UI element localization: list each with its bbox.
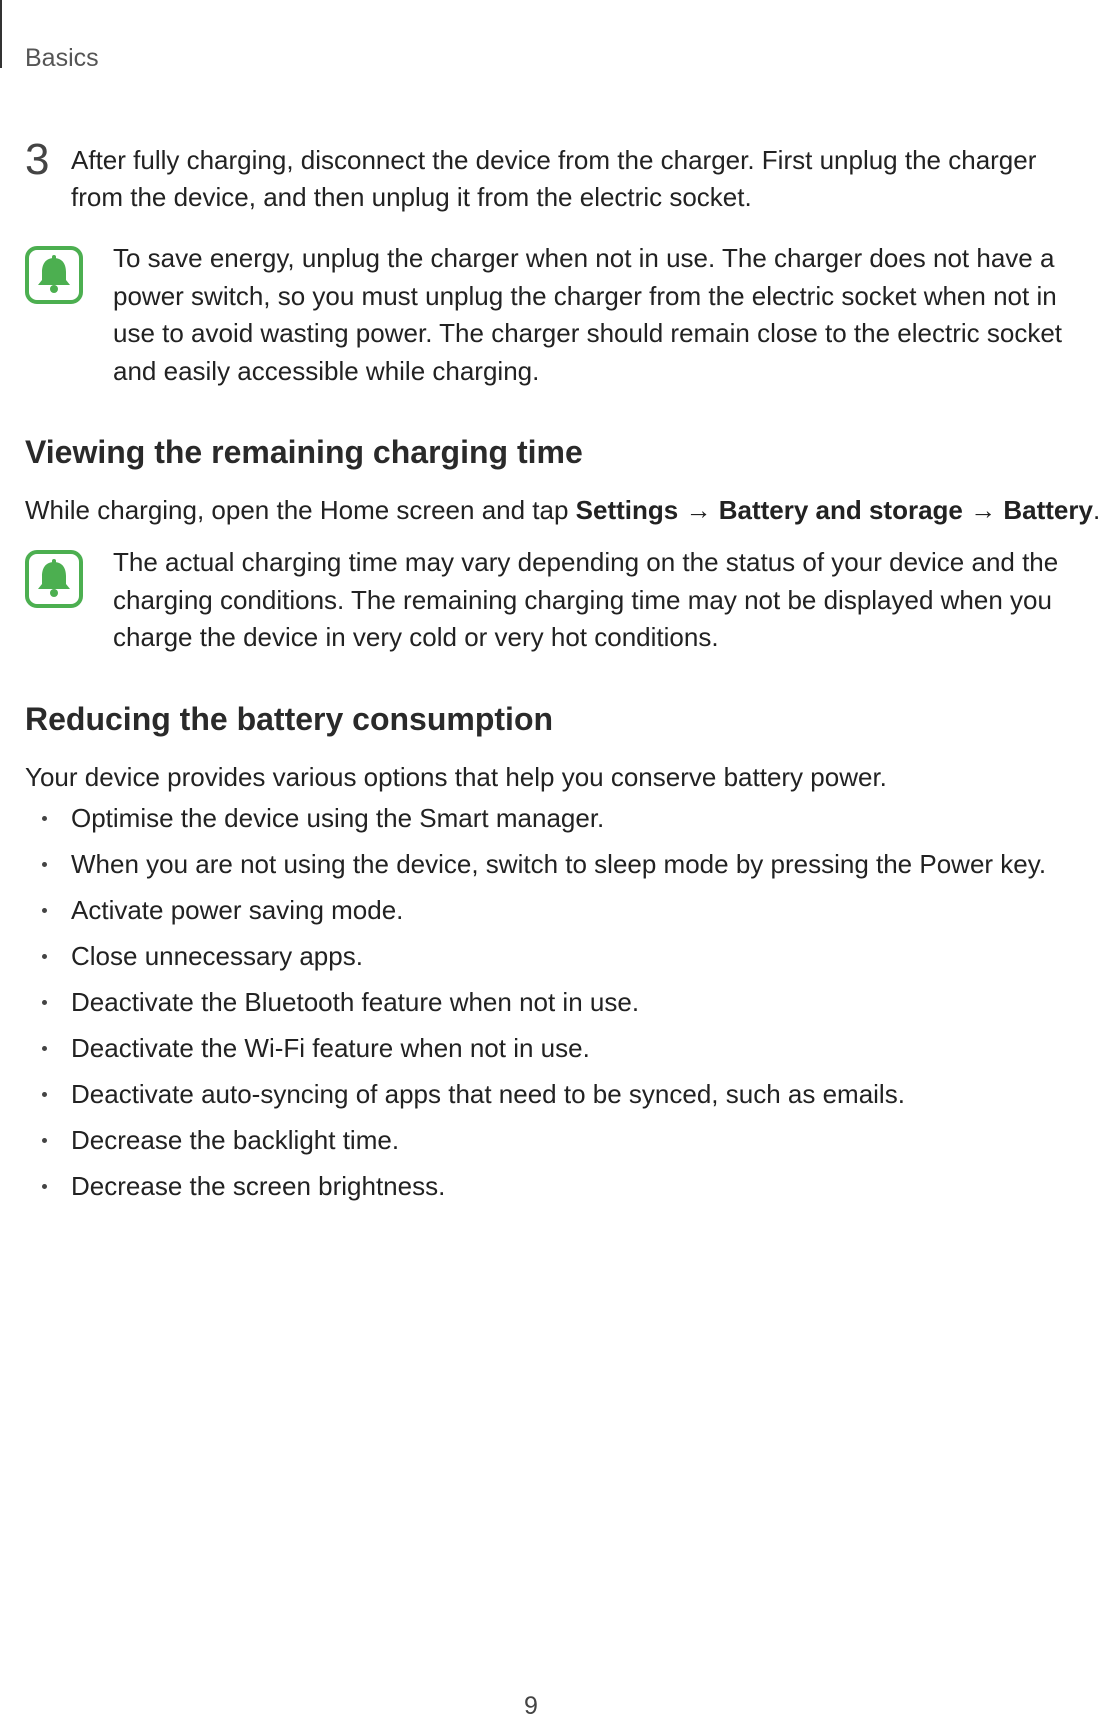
- note-text: The actual charging time may vary depending on the status of your device and the charging conditions. The remaining charging time may not be displayed when you charge the device in very cold or very hot conditions.: [113, 547, 1059, 652]
- step-text: After fully charging, disconnect the device from the charger. First unplug the charger from the device, and then unplug it from the electric socket.: [71, 145, 1037, 212]
- list-item-text: Optimise the device using the Smart manager.: [71, 803, 605, 833]
- page-number: 9: [524, 1692, 538, 1720]
- notice-bell-icon: [25, 550, 83, 608]
- bullet-dot: [42, 1184, 47, 1189]
- section-heading-battery-consumption: Reducing the battery consumption: [25, 701, 554, 737]
- bullet-dot: [42, 816, 47, 821]
- menu-path-battery-and-storage: Battery and storage: [718, 495, 963, 525]
- list-item-text: Deactivate the Wi-Fi feature when not in use.: [71, 1033, 590, 1063]
- step-number: 3: [25, 135, 50, 184]
- menu-path-settings: Settings: [575, 495, 679, 525]
- charging-time-instruction: [25, 492, 1100, 529]
- bullet-dot: [42, 1000, 47, 1005]
- battery-intro: Your device provides various options that help you conserve battery power.: [25, 762, 887, 792]
- bullet-dot: [42, 908, 47, 913]
- section-header: Basics: [25, 44, 99, 72]
- list-item-text: Decrease the backlight time.: [71, 1125, 400, 1155]
- menu-path-battery: Battery: [1003, 495, 1093, 525]
- instruction-suffix: .: [1092, 495, 1100, 525]
- list-item-text: Deactivate the Bluetooth feature when not in use.: [71, 987, 640, 1017]
- section-heading-charging-time: Viewing the remaining charging time: [25, 434, 583, 470]
- list-item-text: Close unnecessary apps.: [71, 941, 363, 971]
- instruction-prefix: While charging, open the Home screen and tap: [25, 495, 576, 525]
- bullet-dot: [42, 862, 47, 867]
- list-item-text: Deactivate auto-syncing of apps that need to be synced, such as emails.: [71, 1079, 905, 1109]
- path-arrow: →: [678, 495, 719, 525]
- list-item-text: Activate power saving mode.: [71, 895, 404, 925]
- note-text: To save energy, unplug the charger when not in use. The charger does not have a power switch, so you must unplug the charger from the electric socket when not in use to avoid wasting power. The charger should remain close to the electric socket and easily accessible while charging.: [113, 243, 1063, 386]
- bullet-dot: [42, 1092, 47, 1097]
- bullet-dot: [42, 1046, 47, 1051]
- list-item-text: When you are not using the device, switch to sleep mode by pressing the Power key.: [71, 849, 1047, 879]
- path-arrow: →: [962, 495, 1004, 525]
- notice-bell-icon: [25, 246, 83, 304]
- list-item-text: Decrease the screen brightness.: [71, 1171, 446, 1201]
- bullet-dot: [42, 954, 47, 959]
- bullet-dot: [42, 1138, 47, 1143]
- header-rule: [0, 0, 2, 68]
